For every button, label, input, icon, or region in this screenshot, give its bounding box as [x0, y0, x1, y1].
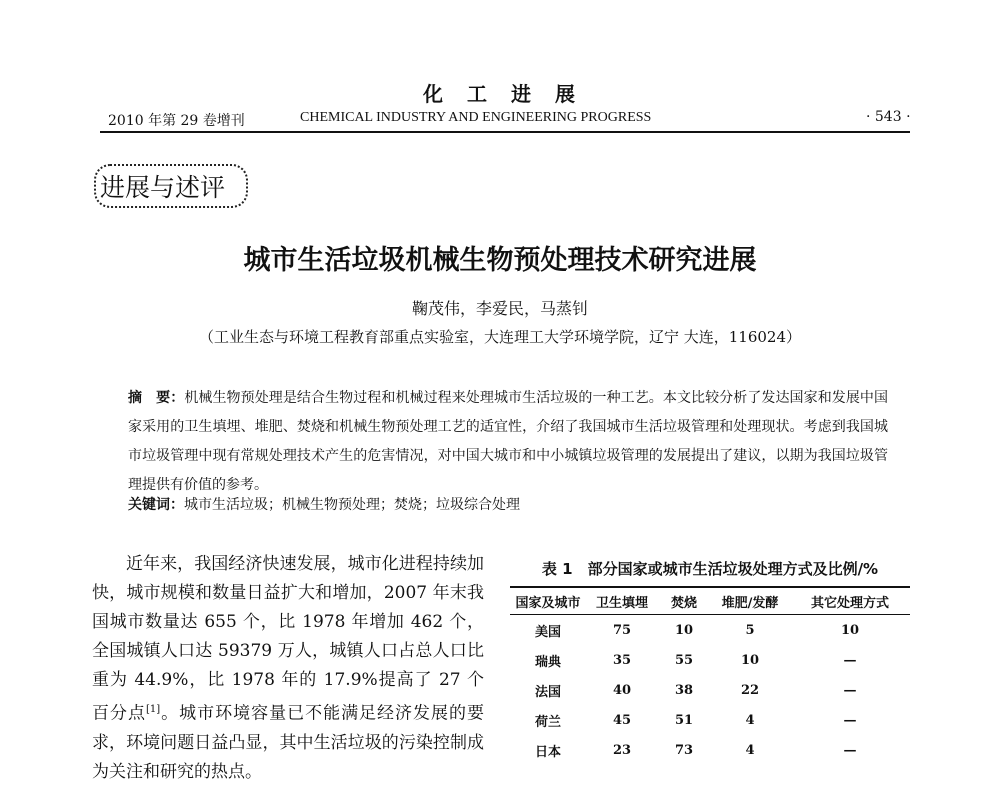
table-cell: 美国: [534, 624, 561, 640]
table-header-cell: 其它处理方式: [790, 587, 910, 615]
table-cell: 38: [674, 682, 694, 698]
paper-affiliation: （工业生态与环境工程教育部重点实验室，大连理工大学环境学院，辽宁 大连，116024）: [198, 328, 802, 346]
abstract-text: 机械生物预处理是结合生物过程和机械过程来处理城市生活垃圾的一种工艺。本文比较分析了发达国家和发展中国家采用的卫生填埋、堆肥、焚烧和机械生物预处理工艺的适宜性，介绍了我国城市生活垃圾管理和处理现状。考虑到我国城市垃圾管理中现有常规处理技术产生的危害情况，对中国大城市和中小城镇垃圾管理的发展提出了建议，以期为我国垃圾管理提供有价值的参考。: [128, 390, 889, 493]
keywords: [128, 494, 520, 514]
header-divider: [100, 131, 910, 133]
table-row: [510, 735, 910, 765]
table-cell: 4: [745, 742, 755, 758]
section-label: 进展与述评: [100, 173, 226, 202]
table-cell: 日本: [534, 744, 561, 760]
abstract-label: 摘 要：: [128, 390, 185, 406]
table-header-cell: 焚烧: [658, 587, 710, 615]
table-header-cell: 国家及城市: [510, 587, 586, 615]
page-number: · 543 ·: [866, 109, 911, 125]
body-text-part2: 。城市环境容量已不能满足经济发展的要求，环境问题日益凸显，其中生活垃圾的污染控制成为关注和研究的热点。: [92, 703, 485, 782]
table-cell: 73: [674, 742, 694, 758]
table-cell: 10: [740, 652, 760, 668]
body-text-part1: 近年来，我国经济快速发展，城市化进程持续加快，城市规模和数量日益扩大和增加，2007 年末我国城市数量达 655 个，比 1978 年增加 462 个，全国城镇人口达 59379 万人，城镇人口占总人口比重为 44.9%，比 1978 年的 17.9%提高了 27 个百分点: [92, 554, 484, 724]
table-cell: 10: [840, 622, 860, 638]
table-cell: —: [843, 682, 857, 698]
table-cell: 75: [612, 622, 632, 638]
abstract: [128, 384, 888, 500]
table-title: 表 1 部分国家或城市生活垃圾处理方式及比例/%: [541, 560, 879, 578]
citation-ref: [1]: [145, 704, 161, 715]
keywords-text: 城市生活垃圾；机械生物预处理；焚烧；垃圾综合处理: [184, 497, 520, 513]
table-cell: —: [843, 712, 857, 728]
table-cell: —: [843, 742, 857, 758]
table-row: [510, 675, 910, 705]
keywords-label: 关键词：: [128, 497, 184, 513]
table-cell: 23: [612, 742, 632, 758]
table-cell: 瑞典: [534, 654, 561, 670]
issue-info: 2010 年第 29 卷增刊: [108, 113, 245, 129]
table-cell: 35: [612, 652, 632, 668]
table-cell: 51: [674, 712, 694, 728]
table-row: [510, 645, 910, 675]
table-cell: 45: [612, 712, 632, 728]
table-cell: —: [843, 652, 857, 668]
table-cell: 22: [740, 682, 760, 698]
table-header-cell: 卫生填埋: [586, 587, 658, 615]
table-cell: 5: [745, 622, 755, 638]
paper-authors: 鞠茂伟，李爱民，马蒸钊: [411, 299, 588, 318]
journal-title-cn: 化 工 进 展: [423, 82, 577, 106]
table-cell: 荷兰: [534, 714, 561, 730]
table-header-row: [510, 587, 910, 615]
table-cell: 法国: [534, 684, 561, 700]
table-cell: 40: [612, 682, 632, 698]
table-row: [510, 705, 910, 735]
table-header-cell: 堆肥/发酵: [710, 587, 790, 615]
table-row: [510, 615, 910, 646]
paper-title: 城市生活垃圾机械生物预处理技术研究进展: [243, 245, 757, 276]
body-paragraph: [92, 550, 484, 787]
journal-title-en: CHEMICAL INDUSTRY AND ENGINEERING PROGRESS: [300, 110, 652, 125]
table-cell: 10: [674, 622, 694, 638]
table-cell: 55: [674, 652, 694, 668]
table-cell: 4: [745, 712, 755, 728]
waste-treatment-table: [510, 586, 910, 765]
